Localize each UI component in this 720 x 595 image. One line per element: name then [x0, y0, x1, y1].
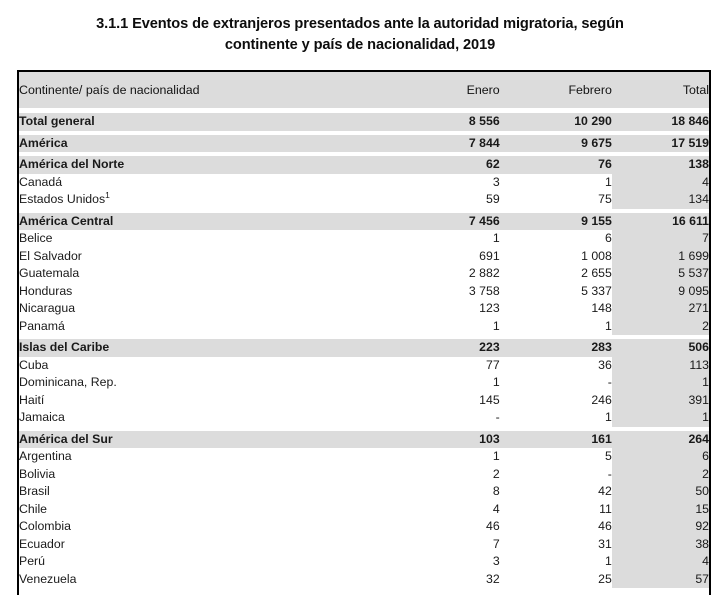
cell-febrero: 283: [500, 339, 612, 357]
row-label: Honduras: [19, 283, 390, 301]
row-label: América del Norte: [19, 156, 390, 174]
row-label: América del Sur: [19, 431, 390, 449]
cell-enero: 7 844: [390, 135, 500, 153]
cell-total: 264: [612, 431, 709, 449]
cell-total: 38: [612, 536, 709, 554]
table-row: [19, 536, 709, 554]
row-label: Total general: [19, 113, 390, 131]
cell-febrero: -: [500, 374, 612, 392]
cell-enero: 7: [390, 536, 500, 554]
cell-febrero: 42: [500, 483, 612, 501]
row-label: Canadá: [19, 174, 390, 192]
table-row: [19, 553, 709, 571]
cell-febrero: 46: [500, 518, 612, 536]
cell-enero: 145: [390, 392, 500, 410]
cell-total: 134: [612, 191, 709, 209]
cell-febrero: 31: [500, 536, 612, 554]
table-row: [19, 392, 709, 410]
cell-total: 57: [612, 571, 709, 589]
cell-febrero: 161: [500, 431, 612, 449]
row-label: Estados Unidos$^1$: [19, 191, 390, 209]
row-label: Dominicana, Rep.: [19, 374, 390, 392]
table-row: [19, 248, 709, 266]
column-header-total: Total: [612, 72, 709, 108]
row-label: El Salvador: [19, 248, 390, 266]
cell-febrero: 9 155: [500, 213, 612, 231]
table-row: [19, 501, 709, 519]
table-row: [19, 431, 709, 449]
cell-febrero: 148: [500, 300, 612, 318]
table-row: [19, 571, 709, 589]
cell-enero: 123: [390, 300, 500, 318]
table-row: [19, 466, 709, 484]
row-label: Colombia: [19, 518, 390, 536]
table-row: [19, 191, 709, 209]
data-table-container: [17, 70, 711, 595]
cell-enero: 223: [390, 339, 500, 357]
cell-total: 2: [612, 318, 709, 336]
cell-enero: 59: [390, 191, 500, 209]
table-row: [19, 339, 709, 357]
row-label: Panamá: [19, 318, 390, 336]
cell-enero: 4: [390, 501, 500, 519]
row-label: Venezuela: [19, 571, 390, 589]
table-row: [19, 156, 709, 174]
column-header-name: Continente/ país de nacionalidad: [19, 72, 390, 108]
cell-enero: 46: [390, 518, 500, 536]
cell-total: 15: [612, 501, 709, 519]
cell-total: 18 846: [612, 113, 709, 131]
cell-enero: 8 556: [390, 113, 500, 131]
cell-total: 92: [612, 518, 709, 536]
table-row: [19, 230, 709, 248]
table-body: [19, 108, 709, 588]
footnote-marker: 1: [105, 189, 110, 200]
table-header: [19, 72, 709, 108]
cell-enero: 1: [390, 230, 500, 248]
row-label: Nicaragua: [19, 300, 390, 318]
table-row: [19, 283, 709, 301]
table-row: [19, 357, 709, 375]
cell-enero: 2 882: [390, 265, 500, 283]
cell-febrero: 246: [500, 392, 612, 410]
column-header-febrero: Febrero: [500, 72, 612, 108]
cell-febrero: 1: [500, 409, 612, 427]
cell-total: 391: [612, 392, 709, 410]
row-label: Chile: [19, 501, 390, 519]
cell-total: 2: [612, 466, 709, 484]
table-row: [19, 518, 709, 536]
row-label: Perú: [19, 553, 390, 571]
row-label: Islas del Caribe: [19, 339, 390, 357]
cell-total: 138: [612, 156, 709, 174]
cell-febrero: 5 337: [500, 283, 612, 301]
cell-enero: 8: [390, 483, 500, 501]
row-label: Haití: [19, 392, 390, 410]
cell-enero: 3 758: [390, 283, 500, 301]
row-label: Belice: [19, 230, 390, 248]
cell-febrero: 10 290: [500, 113, 612, 131]
table-header-row: [19, 72, 709, 108]
table-row: [19, 448, 709, 466]
cell-total: 4: [612, 174, 709, 192]
cell-total: 506: [612, 339, 709, 357]
cell-enero: 2: [390, 466, 500, 484]
table-row: [19, 135, 709, 153]
cell-total: 16 611: [612, 213, 709, 231]
table-row: [19, 174, 709, 192]
cell-febrero: 5: [500, 448, 612, 466]
cell-total: 113: [612, 357, 709, 375]
cell-total: 17 519: [612, 135, 709, 153]
cell-total: 4: [612, 553, 709, 571]
table-row: [19, 483, 709, 501]
cell-enero: 691: [390, 248, 500, 266]
cell-febrero: -: [500, 466, 612, 484]
cell-febrero: 36: [500, 357, 612, 375]
table-row: [19, 300, 709, 318]
cell-febrero: 1: [500, 318, 612, 336]
cell-total: 9 095: [612, 283, 709, 301]
cell-febrero: 9 675: [500, 135, 612, 153]
cell-total: 1: [612, 409, 709, 427]
table-row: [19, 409, 709, 427]
cell-febrero: 1 008: [500, 248, 612, 266]
cell-febrero: 1: [500, 174, 612, 192]
cell-enero: 1: [390, 448, 500, 466]
table-row: [19, 113, 709, 131]
table-row: [19, 318, 709, 336]
cell-enero: -: [390, 409, 500, 427]
row-label: Cuba: [19, 357, 390, 375]
data-table: [19, 72, 709, 588]
page-title-line-1: 3.1.1 Eventos de extranjeros presentados ante la autoridad migratoria, según: [96, 16, 624, 32]
page-title: [40, 0, 680, 56]
cell-enero: 1: [390, 318, 500, 336]
cell-total: 50: [612, 483, 709, 501]
cell-total: 7: [612, 230, 709, 248]
cell-enero: 7 456: [390, 213, 500, 231]
cell-total: 271: [612, 300, 709, 318]
row-label: Argentina: [19, 448, 390, 466]
cell-total: 1 699: [612, 248, 709, 266]
table-row: [19, 374, 709, 392]
page-title-line-2: continente y país de nacionalidad, 2019: [224, 37, 496, 53]
table-row: [19, 265, 709, 283]
row-label: América Central: [19, 213, 390, 231]
cell-febrero: 25: [500, 571, 612, 589]
cell-febrero: 6: [500, 230, 612, 248]
cell-enero: 3: [390, 553, 500, 571]
cell-febrero: 76: [500, 156, 612, 174]
column-header-enero: Enero: [390, 72, 500, 108]
row-label: Bolivia: [19, 466, 390, 484]
cell-enero: 77: [390, 357, 500, 375]
row-label: Ecuador: [19, 536, 390, 554]
cell-total: 5 537: [612, 265, 709, 283]
cell-febrero: 2 655: [500, 265, 612, 283]
row-label: Brasil: [19, 483, 390, 501]
row-label: Jamaica: [19, 409, 390, 427]
cell-total: 1: [612, 374, 709, 392]
cell-total: 6: [612, 448, 709, 466]
cell-enero: 3: [390, 174, 500, 192]
cell-enero: 32: [390, 571, 500, 589]
cell-febrero: 11: [500, 501, 612, 519]
row-label: Guatemala: [19, 265, 390, 283]
table-row: [19, 213, 709, 231]
row-label: América: [19, 135, 390, 153]
cell-enero: 1: [390, 374, 500, 392]
cell-febrero: 1: [500, 553, 612, 571]
cell-febrero: 75: [500, 191, 612, 209]
cell-enero: 62: [390, 156, 500, 174]
cell-enero: 103: [390, 431, 500, 449]
